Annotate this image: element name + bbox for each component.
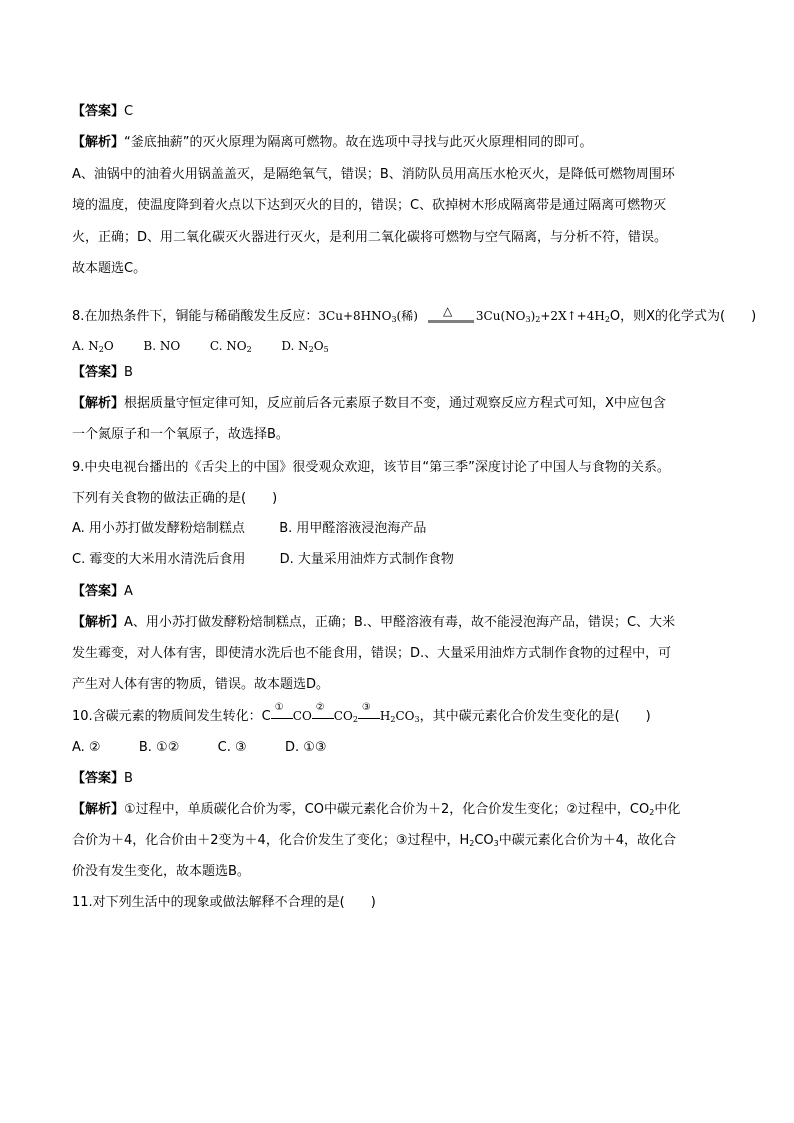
analysis-tag: 【解析】	[72, 615, 125, 630]
q8-analysis-line-1	[72, 395, 666, 413]
eq-left-part: 3Cu+8HNO	[318, 309, 392, 323]
option-d	[281, 339, 328, 353]
arrow-line	[312, 718, 334, 719]
option-b: B. NO	[143, 339, 181, 353]
q9-analysis-line-1	[72, 614, 675, 632]
analysis-text: 中化	[654, 802, 681, 817]
answer-tag: 【答案】	[72, 104, 125, 119]
subscript: 5	[323, 345, 329, 354]
equation-left	[318, 309, 418, 323]
option-c: C. 霉变的大米用水清洗后食用	[72, 552, 246, 567]
q9-options-row-2	[72, 551, 454, 569]
subscript: 2	[469, 839, 475, 848]
q10-options	[72, 739, 327, 757]
subscript: 2	[535, 315, 541, 324]
q7-analysis-line-1	[72, 134, 593, 152]
subscript: 2	[604, 315, 610, 324]
q8-stem-suffix: O，则X的化学式为( )	[609, 309, 757, 324]
q8-stem	[72, 304, 757, 326]
answer-tag: 【答案】	[72, 584, 125, 599]
q10-stem-prefix: 10.含碳元素的物质间发生转化：C	[72, 709, 271, 724]
heat-triangle-icon: △	[443, 304, 453, 318]
option-b: B. ①②	[138, 740, 180, 755]
equation-right	[476, 309, 610, 323]
conversion-arrow-2	[312, 702, 334, 725]
substance-text: CO	[333, 709, 353, 723]
option-b: B. 用甲醛溶液浸泡海产品	[279, 521, 427, 536]
q7-analysis-line-4: 火，正确；D、用二氧化碳灭火器进行灭火，是利用二氧化碳将可燃物与空气隔离，与分析不符，错误。	[72, 230, 668, 245]
q7-analysis-line-2: A、油锅中的油着火用锅盖盖灭，是隔绝氧气，错误；B、消防队员用高压水枪灭火，是降低可燃物周围环	[72, 167, 675, 182]
q11-stem: 11.对下列生活中的现象或做法解释不合理的是( )	[72, 895, 376, 910]
q8-answer-line	[72, 364, 133, 382]
option-a-text: A. N	[72, 339, 99, 353]
step-number: ①	[274, 702, 284, 713]
subscript: 2	[649, 808, 655, 817]
option-c: C. ③	[217, 740, 247, 755]
q9-answer-line	[72, 583, 133, 601]
option-a: A. ②	[72, 740, 101, 755]
eq-right-part: +2X↑+4H	[540, 309, 605, 323]
subscript: 2	[390, 715, 396, 724]
analysis-text: CO	[474, 833, 494, 848]
substance	[334, 709, 358, 723]
conversion-arrow-3	[358, 702, 380, 725]
q9-analysis-line-3: 产生对人体有害的物质，错误。故本题选D。	[72, 677, 330, 692]
subscript: 2	[98, 345, 104, 354]
q10-answer-line	[72, 770, 133, 788]
option-c	[210, 339, 252, 353]
analysis-tag: 【解析】	[72, 802, 125, 817]
option-d: D. ①③	[284, 740, 327, 755]
analysis-text: 中碳元素化合价为＋4，故化合	[498, 833, 677, 848]
step-number: ③	[361, 702, 371, 713]
q10-analysis-line-1	[72, 801, 680, 819]
eq-right-part: )	[530, 309, 536, 323]
analysis-text: A、用小苏打做发酵粉焙制糕点，正确；B.、甲醛溶液有毒，故不能浸泡海产品，错误；C、大米	[124, 615, 676, 630]
substance-text: CO	[395, 709, 415, 723]
q8-options	[72, 337, 329, 355]
q8-stem-prefix: 8.在加热条件下，铜能与稀硝酸发生反应：	[72, 309, 319, 324]
answer-tag: 【答案】	[72, 365, 125, 380]
subscript: 2	[352, 715, 358, 724]
q10-stem	[72, 702, 651, 726]
subscript: 2	[308, 345, 314, 354]
option-d: D. 大量采用油炸方式制作食物	[279, 552, 454, 567]
subscript: 2	[246, 345, 252, 354]
q9-stem-line-2: 下列有关食物的做法正确的是( )	[72, 491, 278, 506]
eq-right-part: 3Cu(NO	[475, 309, 526, 323]
subscript: 3	[391, 315, 397, 324]
answer-value: B	[124, 771, 133, 786]
option-a	[72, 339, 114, 353]
analysis-text: 合价为＋4，化合价由＋2变为＋4，化合价发生了变化；③过程中，H	[72, 833, 470, 848]
option-d-text: D. N	[281, 339, 309, 353]
option-a: A. 用小苏打做发酵粉焙制糕点	[72, 521, 245, 536]
subscript: 3	[493, 839, 499, 848]
q10-analysis-line-3: 价没有发生变化，故本题选B。	[72, 864, 250, 879]
arrow-line	[271, 718, 293, 719]
analysis-tag: 【解析】	[72, 135, 125, 150]
q8-analysis-line-2: 一个氮原子和一个氧原子，故选择B。	[72, 427, 289, 442]
option-c-text: C. NO	[209, 339, 247, 353]
substance: CO	[292, 709, 312, 723]
arrow-line	[358, 718, 380, 719]
q9-analysis-line-2: 发生霉变，对人体有害，即使清水洗后也不能食用，错误；D.、大量采用油炸方式制作食物的过程中，可	[72, 646, 672, 661]
q7-answer-line	[72, 103, 133, 121]
substance	[380, 709, 420, 723]
eq-left-part: (稀)	[396, 309, 418, 323]
subscript: 3	[525, 315, 531, 324]
option-a-text: O	[103, 339, 114, 353]
q9-stem-line-1: 9.中央电视台播出的《舌尖上的中国》很受观众欢迎，该节目“第三季”深度讨论了中国人与食物的关系。	[72, 460, 670, 475]
option-d-text: O	[313, 339, 324, 353]
analysis-text: “釜底抽薪”的灭火原理为隔离可燃物。故在选项中寻找与此灭火原理相同的即可。	[124, 135, 593, 150]
subscript: 3	[414, 715, 420, 724]
analysis-text: ①过程中，单质碳化合价为零，CO中碳元素化合价为＋2，化合价发生变化；②过程中，CO	[124, 802, 650, 817]
analysis-text: 根据质量守恒定律可知，反应前后各元素原子数目不变，通过观察反应方程式可知，X中应包含	[124, 396, 666, 411]
answer-value: B	[124, 365, 133, 380]
step-number: ②	[315, 702, 325, 713]
q10-analysis-line-2	[72, 832, 676, 850]
answer-value: C	[124, 104, 134, 119]
substance-text: H	[379, 709, 391, 723]
q9-options-row-1	[72, 520, 426, 538]
q10-stem-suffix: ，其中碳元素化合价发生变化的是( )	[419, 709, 651, 724]
q7-analysis-line-5: 故本题选C。	[72, 261, 147, 276]
answer-tag: 【答案】	[72, 771, 125, 786]
answer-value: A	[124, 584, 133, 599]
conversion-arrow-1	[271, 702, 293, 725]
analysis-tag: 【解析】	[72, 396, 125, 411]
q7-analysis-line-3: 境的温度，使温度降到着火点以下达到灭火的目的，错误；C、砍掉树木形成隔离带是通过隔离可燃物灭	[72, 198, 667, 213]
